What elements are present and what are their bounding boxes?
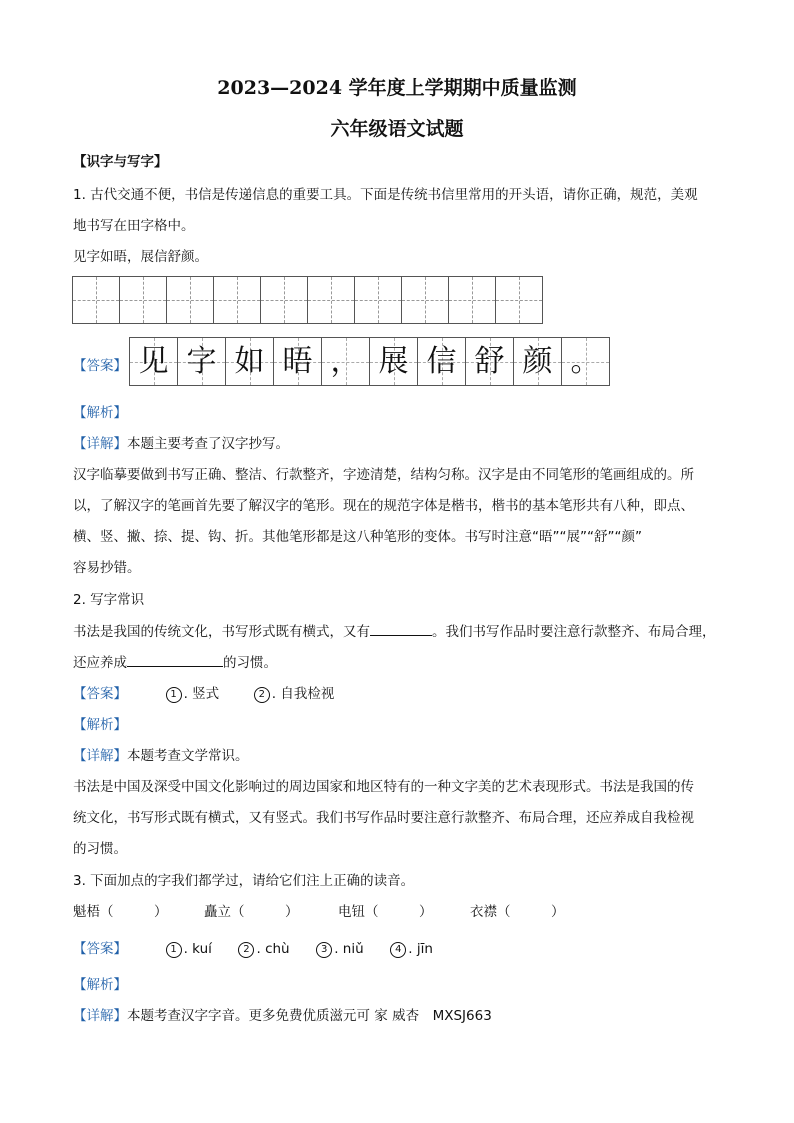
page-subtitle: 六年级语文试题	[330, 118, 464, 140]
answer-cell	[465, 337, 514, 386]
q1-stem-line2: 地书写在田字格中。	[73, 218, 195, 234]
q2-stem-part2: 。我们书写作品时要注意行款整齐、布局合理，	[432, 624, 716, 640]
answer-char: 。	[570, 343, 601, 379]
answer-cell	[513, 337, 562, 386]
q1-detail-label: 【详解】	[73, 436, 127, 452]
q2-heading: 2. 写字常识	[73, 592, 145, 608]
q2-answer-label: 【答案】	[73, 686, 127, 702]
q3-answer-num: 2	[238, 942, 254, 958]
q2-stem-part1: 书法是我国的传统文化，书写形式既有横式，又有	[73, 624, 370, 640]
answer-char: ，	[330, 343, 361, 379]
answer-char: 舒	[474, 343, 505, 379]
answer-cell	[417, 337, 466, 386]
q2-blank-1	[370, 621, 432, 636]
q2-answer-text: . 竖式	[183, 686, 220, 702]
answer-char: 见	[138, 343, 169, 379]
answer-cell	[129, 337, 178, 386]
q2-detail-line: 的习惯。	[73, 841, 127, 857]
answer-cell	[177, 337, 226, 386]
q2-detail-line1: 本题考查文学常识。	[127, 748, 249, 764]
grid-cell	[401, 276, 449, 324]
answer-char: 字	[186, 343, 217, 379]
q3-detail	[73, 1004, 492, 1024]
grid-cell	[354, 276, 402, 324]
q3-detail-label: 【详解】	[73, 1008, 127, 1024]
q3-answer-num: 1	[166, 942, 182, 958]
q1-detail-line: 容易抄错。	[73, 560, 141, 576]
page-title: 2023—2024 学年度上学期期中质量监测	[217, 77, 577, 99]
q1-answer-grid	[130, 337, 610, 386]
q1-detail	[73, 432, 289, 452]
q2-blank-2	[127, 652, 223, 667]
q2-detail	[73, 744, 249, 764]
q3-answer-text: . jīn	[408, 941, 433, 957]
grid-cell	[260, 276, 308, 324]
q2-answer-num: 1	[166, 687, 182, 703]
grid-cell	[72, 276, 120, 324]
q3-analysis-label: 【解析】	[73, 977, 127, 993]
answer-cell	[225, 337, 274, 386]
answer-char: 颜	[522, 343, 553, 379]
q2-analysis-label: 【解析】	[73, 717, 127, 733]
q3-item: 衣襟（ ）	[470, 904, 565, 920]
q1-detail-line: 汉字临摹要做到书写正确、整洁、行款整齐，字迹清楚，结构匀称。汉字是由不同笔形的笔画组成的。所	[73, 467, 694, 483]
q3-item: 矗立（ ）	[204, 904, 299, 920]
q3-answer-text: . chù	[256, 941, 290, 957]
q3-item: 电钮（ ）	[338, 904, 433, 920]
q2-stem-part3: 还应养成	[73, 655, 127, 671]
q3-answer-text: . kuí	[183, 941, 212, 957]
answer-char: 信	[426, 343, 457, 379]
q3-detail-line1: 本题考查汉字字音。更多免费优质滋元可 家 威杏 MXSJ663	[127, 1008, 492, 1024]
q1-answer-label: 【答案】	[73, 358, 127, 374]
q2-detail-label: 【详解】	[73, 748, 127, 764]
q3-stem: 3. 下面加点的字我们都学过，请给它们注上正确的读音。	[73, 873, 415, 889]
q3-answer-num: 4	[390, 942, 406, 958]
q1-detail-line1: 本题主要考查了汉字抄写。	[127, 436, 289, 452]
q2-detail-line: 书法是中国及深受中国文化影响过的周边国家和地区特有的一种文字美的艺术表现形式。书法是我国的传	[73, 779, 694, 795]
q3-answer-num: 3	[316, 942, 332, 958]
answer-char: 晤	[282, 343, 313, 379]
q2-detail-line: 统文化，书写形式既有横式，又有竖式。我们书写作品时要注意行款整齐、布局合理，还应养成自我检视	[73, 810, 694, 826]
section-heading: 【识字与写字】	[73, 154, 168, 170]
q1-stem-line1: 1. 古代交通不便，书信是传递信息的重要工具。下面是传统书信里常用的开头语，请你正确，规范，美观	[73, 187, 698, 203]
answer-cell	[321, 337, 370, 386]
grid-cell	[119, 276, 167, 324]
grid-cell	[448, 276, 496, 324]
grid-cell	[307, 276, 355, 324]
q1-detail-line: 横、竖、撇、捺、提、钩、折。其他笔形都是这八种笔形的变体。书写时注意“晤”“展”“舒”“颜”	[73, 529, 642, 545]
q3-answer-text: . niǔ	[334, 941, 364, 957]
q2-stem-line1	[73, 620, 716, 640]
answer-char: 如	[234, 343, 265, 379]
q2-answer-num: 2	[254, 687, 270, 703]
answer-cell	[273, 337, 322, 386]
grid-cell	[213, 276, 261, 324]
q1-analysis-label: 【解析】	[73, 405, 127, 421]
grid-cell	[166, 276, 214, 324]
q2-stem-part4: 的习惯。	[223, 655, 277, 671]
q1-phrase: 见字如晤，展信舒颜。	[73, 249, 208, 265]
grid-cell	[495, 276, 543, 324]
q1-empty-grid	[73, 276, 543, 324]
answer-cell	[369, 337, 418, 386]
q2-answer-text: . 自我检视	[271, 686, 335, 702]
q2-answer-row	[73, 682, 334, 703]
q3-answer-row	[73, 937, 433, 958]
q1-detail-line: 以，了解汉字的笔画首先要了解汉字的笔形。现在的规范字体是楷书，楷书的基本笔形共有八种，即点、	[73, 498, 694, 514]
answer-char: 展	[378, 343, 409, 379]
q3-item: 魁梧（ ）	[73, 904, 168, 920]
answer-cell	[561, 337, 610, 386]
q3-answer-label: 【答案】	[73, 941, 127, 957]
q2-stem-line2	[73, 651, 277, 671]
